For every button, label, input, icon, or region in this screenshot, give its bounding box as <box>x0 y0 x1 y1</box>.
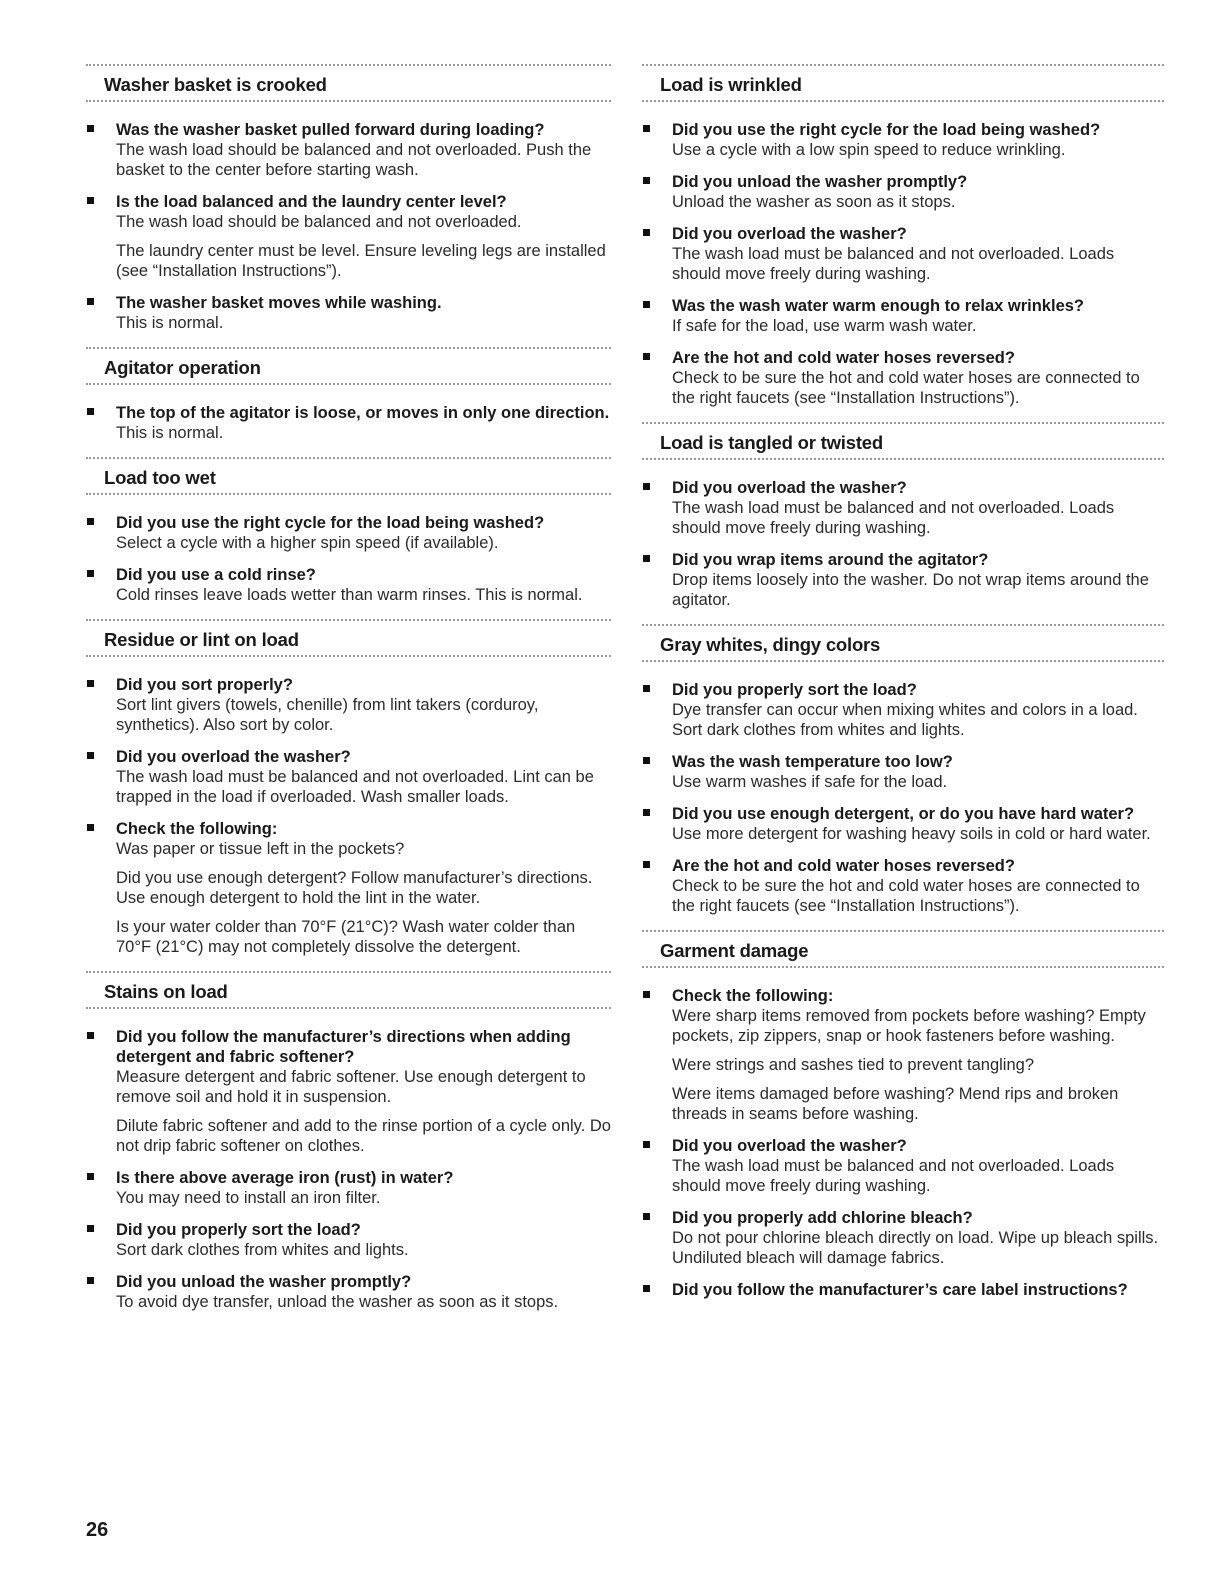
square-bullet-icon <box>643 757 650 764</box>
question-text: Did you properly add chlorine bleach? <box>672 1209 973 1227</box>
square-bullet-icon <box>643 353 650 360</box>
troubleshooting-item <box>86 513 611 553</box>
answer-text: Use more detergent for washing heavy soils in cold or hard water. <box>672 825 1151 843</box>
answer-text: Were items damaged before washing? Mend rips and broken threads in seams before washing. <box>672 1085 1119 1123</box>
section-title: Stains on load <box>104 981 228 1002</box>
section-gray-whites-dingy-colors <box>642 624 1164 916</box>
answer-text: The wash load should be balanced and not overloaded. Push the basket to the center before starting wash. <box>116 141 592 179</box>
troubleshooting-item <box>86 192 611 281</box>
troubleshooting-item <box>86 1220 611 1260</box>
answer-text: Use warm washes if safe for the load. <box>672 773 948 791</box>
square-bullet-icon <box>87 680 94 687</box>
question-text: Are the hot and cold water hoses reversed? <box>672 349 1015 367</box>
right-column <box>642 64 1164 1312</box>
troubleshooting-item <box>86 1272 611 1312</box>
question-text: Did you unload the washer promptly? <box>116 1273 412 1291</box>
square-bullet-icon <box>643 685 650 692</box>
square-bullet-icon <box>87 1277 94 1284</box>
square-bullet-icon <box>643 1141 650 1148</box>
square-bullet-icon <box>643 177 650 184</box>
answer-text: Were strings and sashes tied to prevent tangling? <box>672 1056 1034 1074</box>
section-header <box>86 64 611 102</box>
troubleshooting-item <box>642 804 1164 844</box>
section-title: Gray whites, dingy colors <box>660 634 881 655</box>
square-bullet-icon <box>87 570 94 577</box>
question-text: Did you overload the washer? <box>116 748 351 766</box>
answer-text: This is normal. <box>116 314 224 332</box>
troubleshooting-item <box>642 348 1164 408</box>
section-title: Agitator operation <box>104 357 261 378</box>
answer-text: Were sharp items removed from pockets before washing? Empty pockets, zip zippers, snap or hook fasteners before washing. <box>672 1007 1146 1045</box>
question-text: Are the hot and cold water hoses reversed? <box>672 857 1015 875</box>
troubleshooting-item <box>642 1280 1164 1300</box>
section-title: Load too wet <box>104 467 216 488</box>
section-header <box>642 422 1164 460</box>
section-title: Load is wrinkled <box>660 74 802 95</box>
section-load-too-wet <box>86 457 611 605</box>
answer-text: Was paper or tissue left in the pockets? <box>116 840 405 858</box>
section-header <box>642 930 1164 968</box>
answer-text: The wash load must be balanced and not overloaded. Loads should move freely during washing. <box>672 1157 1115 1195</box>
section-header <box>86 457 611 495</box>
square-bullet-icon <box>643 809 650 816</box>
answer-text: The laundry center must be level. Ensure leveling legs are installed (see “Installation Instructions”). <box>116 242 606 280</box>
answer-text: The wash load must be balanced and not overloaded. Loads should move freely during washing. <box>672 499 1115 537</box>
square-bullet-icon <box>87 518 94 525</box>
square-bullet-icon <box>643 991 650 998</box>
question-text: Check the following: <box>116 820 278 838</box>
answer-text: If safe for the load, use warm wash water. <box>672 317 977 335</box>
question-text: Did you overload the washer? <box>672 1137 907 1155</box>
answer-text: Do not pour chlorine bleach directly on load. Wipe up bleach spills. Undiluted bleach will damage fabrics. <box>672 1229 1159 1267</box>
answer-text: The wash load should be balanced and not overloaded. <box>116 213 522 231</box>
troubleshooting-item <box>642 550 1164 610</box>
section-residue-or-lint-on-load <box>86 619 611 957</box>
troubleshooting-item <box>642 120 1164 160</box>
answer-text: Sort lint givers (towels, chenille) from lint takers (corduroy, synthetics). Also sort by color. <box>116 696 539 734</box>
section-header <box>642 64 1164 102</box>
troubleshooting-item <box>642 296 1164 336</box>
section-title: Load is tangled or twisted <box>660 432 883 453</box>
page-number: 26 <box>86 1519 109 1541</box>
question-text: Did you follow the manufacturer’s directions when adding detergent and fabric softener? <box>116 1028 571 1066</box>
question-text: Did you use enough detergent, or do you have hard water? <box>672 805 1135 823</box>
question-text: Was the washer basket pulled forward during loading? <box>116 121 545 139</box>
troubleshooting-item <box>642 680 1164 740</box>
square-bullet-icon <box>87 824 94 831</box>
question-text: Was the wash water warm enough to relax wrinkles? <box>672 297 1085 315</box>
square-bullet-icon <box>87 1032 94 1039</box>
question-text: Did you overload the washer? <box>672 225 907 243</box>
answer-text: You may need to install an iron filter. <box>116 1189 381 1207</box>
square-bullet-icon <box>87 125 94 132</box>
answer-text: Unload the washer as soon as it stops. <box>672 193 956 211</box>
question-text: Was the wash temperature too low? <box>672 753 953 771</box>
troubleshooting-item <box>642 856 1164 916</box>
square-bullet-icon <box>87 408 94 415</box>
section-stains-on-load <box>86 971 611 1312</box>
left-column <box>86 64 611 1324</box>
answer-text: Check to be sure the hot and cold water hoses are connected to the right faucets (see “Installation Instructions”). <box>672 877 1140 915</box>
troubleshooting-item <box>86 1027 611 1156</box>
square-bullet-icon <box>87 1225 94 1232</box>
section-header <box>86 347 611 385</box>
troubleshooting-item <box>86 120 611 180</box>
troubleshooting-item <box>642 172 1164 212</box>
troubleshooting-item <box>86 565 611 605</box>
answer-text: Dye transfer can occur when mixing whites and colors in a load. Sort dark clothes from whites and lights. <box>672 701 1138 739</box>
section-title: Garment damage <box>660 940 809 961</box>
troubleshooting-item <box>642 752 1164 792</box>
question-text: Did you sort properly? <box>116 676 293 694</box>
answer-text: Dilute fabric softener and add to the rinse portion of a cycle only. Do not drip fabric softener on clothes. <box>116 1117 611 1155</box>
answer-text: To avoid dye transfer, unload the washer as soon as it stops. <box>116 1293 559 1311</box>
section-agitator-operation <box>86 347 611 443</box>
question-text: Did you overload the washer? <box>672 479 907 497</box>
question-text: Did you use a cold rinse? <box>116 566 316 584</box>
answer-text: The wash load must be balanced and not overloaded. Lint can be trapped in the load if overloaded. Wash smaller loads. <box>116 768 594 806</box>
question-text: Did you use the right cycle for the load being washed? <box>672 121 1101 139</box>
troubleshooting-item <box>642 224 1164 284</box>
square-bullet-icon <box>643 1213 650 1220</box>
section-header <box>86 619 611 657</box>
square-bullet-icon <box>643 483 650 490</box>
square-bullet-icon <box>87 298 94 305</box>
square-bullet-icon <box>643 1285 650 1292</box>
answer-text: Did you use enough detergent? Follow manufacturer’s directions. Use enough detergent to hold the lint in the water. <box>116 869 593 907</box>
troubleshooting-item <box>642 1136 1164 1196</box>
section-header <box>642 624 1164 662</box>
troubleshooting-item <box>86 293 611 333</box>
troubleshooting-item <box>86 819 611 957</box>
square-bullet-icon <box>643 229 650 236</box>
section-load-is-wrinkled <box>642 64 1164 408</box>
answer-text: Is your water colder than 70°F (21°C)? Wash water colder than 70°F (21°C) may not completely dissolve the detergent. <box>116 918 576 956</box>
answer-text: The wash load must be balanced and not overloaded. Loads should move freely during washing. <box>672 245 1115 283</box>
answer-text: Drop items loosely into the washer. Do not wrap items around the agitator. <box>672 571 1149 609</box>
square-bullet-icon <box>643 555 650 562</box>
troubleshooting-item <box>86 675 611 735</box>
answer-text: Select a cycle with a higher spin speed (if available). <box>116 534 499 552</box>
troubleshooting-item <box>86 1168 611 1208</box>
answer-text: Use a cycle with a low spin speed to reduce wrinkling. <box>672 141 1066 159</box>
troubleshooting-item <box>86 403 611 443</box>
square-bullet-icon <box>643 125 650 132</box>
section-title: Washer basket is crooked <box>104 74 327 95</box>
answer-text: This is normal. <box>116 424 224 442</box>
question-text: The washer basket moves while washing. <box>116 294 442 312</box>
question-text: Did you wrap items around the agitator? <box>672 551 989 569</box>
section-garment-damage <box>642 930 1164 1300</box>
question-text: Did you use the right cycle for the load being washed? <box>116 514 545 532</box>
square-bullet-icon <box>643 861 650 868</box>
square-bullet-icon <box>87 1173 94 1180</box>
section-washer-basket-is-crooked <box>86 64 611 333</box>
square-bullet-icon <box>87 197 94 204</box>
question-text: The top of the agitator is loose, or moves in only one direction. <box>116 404 610 422</box>
section-title: Residue or lint on load <box>104 629 299 650</box>
answer-text: Sort dark clothes from whites and lights. <box>116 1241 409 1259</box>
square-bullet-icon <box>87 752 94 759</box>
square-bullet-icon <box>643 301 650 308</box>
section-header <box>86 971 611 1009</box>
troubleshooting-item <box>86 747 611 807</box>
answer-text: Cold rinses leave loads wetter than warm rinses. This is normal. <box>116 586 583 604</box>
answer-text: Check to be sure the hot and cold water hoses are connected to the right faucets (see “Installation Instructions”). <box>672 369 1140 407</box>
question-text: Did you properly sort the load? <box>116 1221 361 1239</box>
troubleshooting-item <box>642 986 1164 1124</box>
question-text: Check the following: <box>672 987 834 1005</box>
question-text: Did you properly sort the load? <box>672 681 917 699</box>
troubleshooting-item <box>642 478 1164 538</box>
section-load-is-tangled-or-twisted <box>642 422 1164 610</box>
question-text: Did you unload the washer promptly? <box>672 173 968 191</box>
answer-text: Measure detergent and fabric softener. Use enough detergent to remove soil and hold it in suspension. <box>116 1068 586 1106</box>
question-text: Is there above average iron (rust) in water? <box>116 1169 454 1187</box>
troubleshooting-item <box>642 1208 1164 1268</box>
question-text: Did you follow the manufacturer’s care label instructions? <box>672 1281 1128 1299</box>
question-text: Is the load balanced and the laundry center level? <box>116 193 507 211</box>
